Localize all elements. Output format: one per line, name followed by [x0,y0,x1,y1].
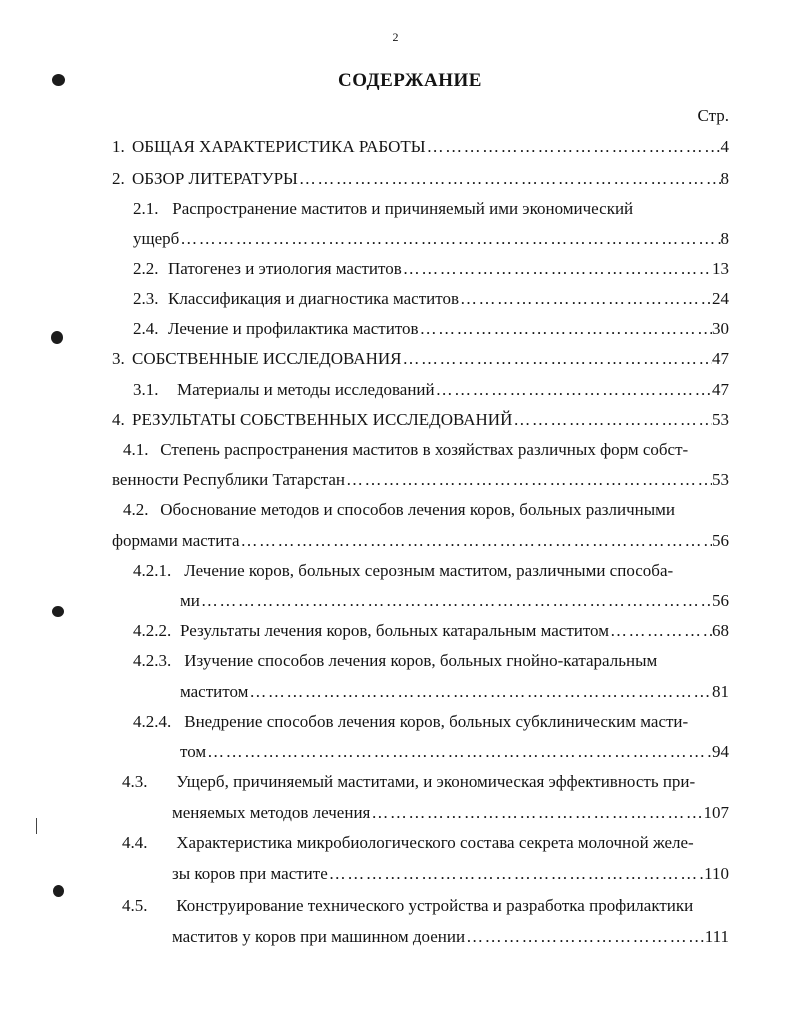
dot-leader [248,682,712,702]
toc-entry-continuation [172,864,729,884]
toc-entry-number: 2. [112,169,125,188]
binder-hole-mark [52,74,65,86]
dot-leader [298,169,721,189]
toc-entry-number: 4.2.1. [133,561,172,580]
toc-entry [112,349,729,369]
toc-entry-title: Внедрение способов лечения коров, больных субклиническим масти- [184,712,689,731]
toc-entry-number: 2.2. [133,259,159,278]
toc-entry-title: маститов у коров при машинном доении [172,927,466,946]
toc-entry-title: Классификация и диагностика маститов [168,289,459,308]
toc-entry-number: 4. [112,410,125,429]
toc-entry [133,199,633,219]
toc-entry-number: 2.3. [133,289,159,308]
toc-entry [133,621,729,641]
toc-entry-page: 81 [712,682,729,701]
toc-entry-title: Характеристика микробиологического состава секрета молочной желе- [176,833,694,852]
toc-entry-page: 53 [712,470,729,489]
toc-entry-page: 13 [712,259,729,278]
page-title: СОДЕРЖАНИЕ [338,70,482,91]
dot-leader [179,229,720,249]
dot-leader [512,410,712,430]
dot-leader [459,289,712,309]
toc-entry [123,440,688,460]
toc-entry-title: Конструирование технического устройства и разработка профилактики [176,896,694,915]
toc-entry-title: маститом [180,682,249,701]
toc-entry [133,319,729,339]
toc-entry-page: 56 [712,591,729,610]
toc-entry-title: ми [180,591,200,610]
toc-entry-page: 8 [720,169,729,188]
dot-leader [401,349,712,369]
toc-entry-continuation [133,229,729,249]
toc-entry-page: 30 [712,319,729,338]
toc-entry [122,896,693,916]
toc-entry-page: 56 [712,531,729,550]
toc-entry-page: 107 [703,803,729,822]
toc-entry-number: 2.1. [133,199,159,218]
binder-hole-mark [51,331,63,344]
dot-leader [370,803,703,823]
toc-entry [112,137,729,157]
dot-leader [328,864,704,884]
toc-entry-number: 1. [112,137,125,156]
toc-entry-title: Степень распространения маститов в хозяйствах различных форм собст- [160,440,689,459]
toc-entry [122,833,694,853]
toc-entry-title: Обоснование методов и способов лечения коров, больных различными [160,500,675,519]
toc-entry-number: 4.3. [122,772,148,791]
dot-leader [609,621,712,641]
toc-entry-number: 4.2.4. [133,712,172,731]
dot-leader [465,927,705,947]
toc-entry-number: 4.2.2. [133,621,172,640]
page-number: 2 [392,30,399,44]
toc-entry-continuation [172,927,729,947]
toc-entry-page: 47 [712,349,729,368]
scan-mark [36,818,37,834]
toc-entry-title: Лечение коров, больных серозным маститом, различными способа- [184,561,674,580]
toc-entry-title: зы коров при мастите [172,864,328,883]
toc-entry-title: ОБЗОР ЛИТЕРАТУРЫ [132,169,298,188]
dot-leader [206,742,712,762]
toc-entry-title: Патогенез и этиология маститов [168,259,402,278]
dot-leader [435,380,712,400]
dot-leader [200,591,712,611]
toc-entry-title: том [180,742,207,761]
toc-entry [133,259,729,279]
toc-entry-title: Распространение маститов и причиняемый ими экономический [172,199,634,218]
toc-entry-title: Результаты лечения коров, больных катаральным маститом [180,621,609,640]
toc-entry-continuation [180,682,729,702]
toc-entry-title: Изучение способов лечения коров, больных гнойно-катаральным [184,651,658,670]
toc-entry [133,712,688,732]
dot-leader [426,137,721,157]
toc-entry [133,380,729,400]
toc-entry-continuation [112,470,729,490]
toc-entry-page: 53 [712,410,729,429]
toc-entry [122,772,695,792]
toc-entry-title: РЕЗУЛЬТАТЫ СОБСТВЕННЫХ ИССЛЕДОВАНИЙ [132,410,513,429]
toc-entry-number: 4.5. [122,896,148,915]
toc-entry-page: 47 [712,380,729,399]
toc-entry [123,500,675,520]
toc-entry-number: 3.1. [133,380,159,399]
toc-entry-title: меняемых методов лечения [172,803,371,822]
toc-entry [112,410,729,430]
toc-entry-page: 94 [712,742,729,761]
dot-leader [345,470,712,490]
dot-leader [240,531,713,551]
toc-entry-number: 3. [112,349,125,368]
toc-entry-page: 68 [712,621,729,640]
toc-entry-number: 4.2. [123,500,149,519]
toc-entry-title: Ущерб, причиняемый маститами, и экономическая эффективность при- [176,772,696,791]
toc-entry-number: 4.2.3. [133,651,172,670]
toc-entry-page: 8 [720,229,729,248]
dot-leader [419,319,712,339]
toc-entry-title: ущерб [133,229,180,248]
toc-entry-page: 4 [720,137,729,156]
binder-hole-mark [53,885,64,897]
toc-entry-continuation [180,742,729,762]
toc-entry-title: венности Республики Татарстан [112,470,346,489]
binder-hole-mark [52,606,64,617]
toc-entry [133,651,657,671]
toc-entry-title: СОБСТВЕННЫЕ ИССЛЕДОВАНИЯ [132,349,402,368]
toc-entry-title: Лечение и профилактика маститов [168,319,419,338]
toc-entry-continuation [180,591,729,611]
toc-entry-page: 110 [704,864,729,883]
page-column-label: Стр. [697,106,729,125]
toc-entry-number: 4.1. [123,440,149,459]
toc-entry-title: ОБЩАЯ ХАРАКТЕРИСТИКА РАБОТЫ [132,137,426,156]
toc-entry-number: 4.4. [122,833,148,852]
toc-entry [112,169,729,189]
toc-entry-page: 24 [712,289,729,308]
toc-entry [133,561,673,581]
dot-leader [402,259,712,279]
toc-entry-continuation [112,531,729,551]
toc-entry-title: Материалы и методы исследований [177,380,435,399]
toc-entry-number: 2.4. [133,319,159,338]
toc-entry-continuation [172,803,729,823]
toc-entry-title: формами мастита [112,531,240,550]
toc-entry-page: 111 [704,927,729,946]
toc-entry [133,289,729,309]
